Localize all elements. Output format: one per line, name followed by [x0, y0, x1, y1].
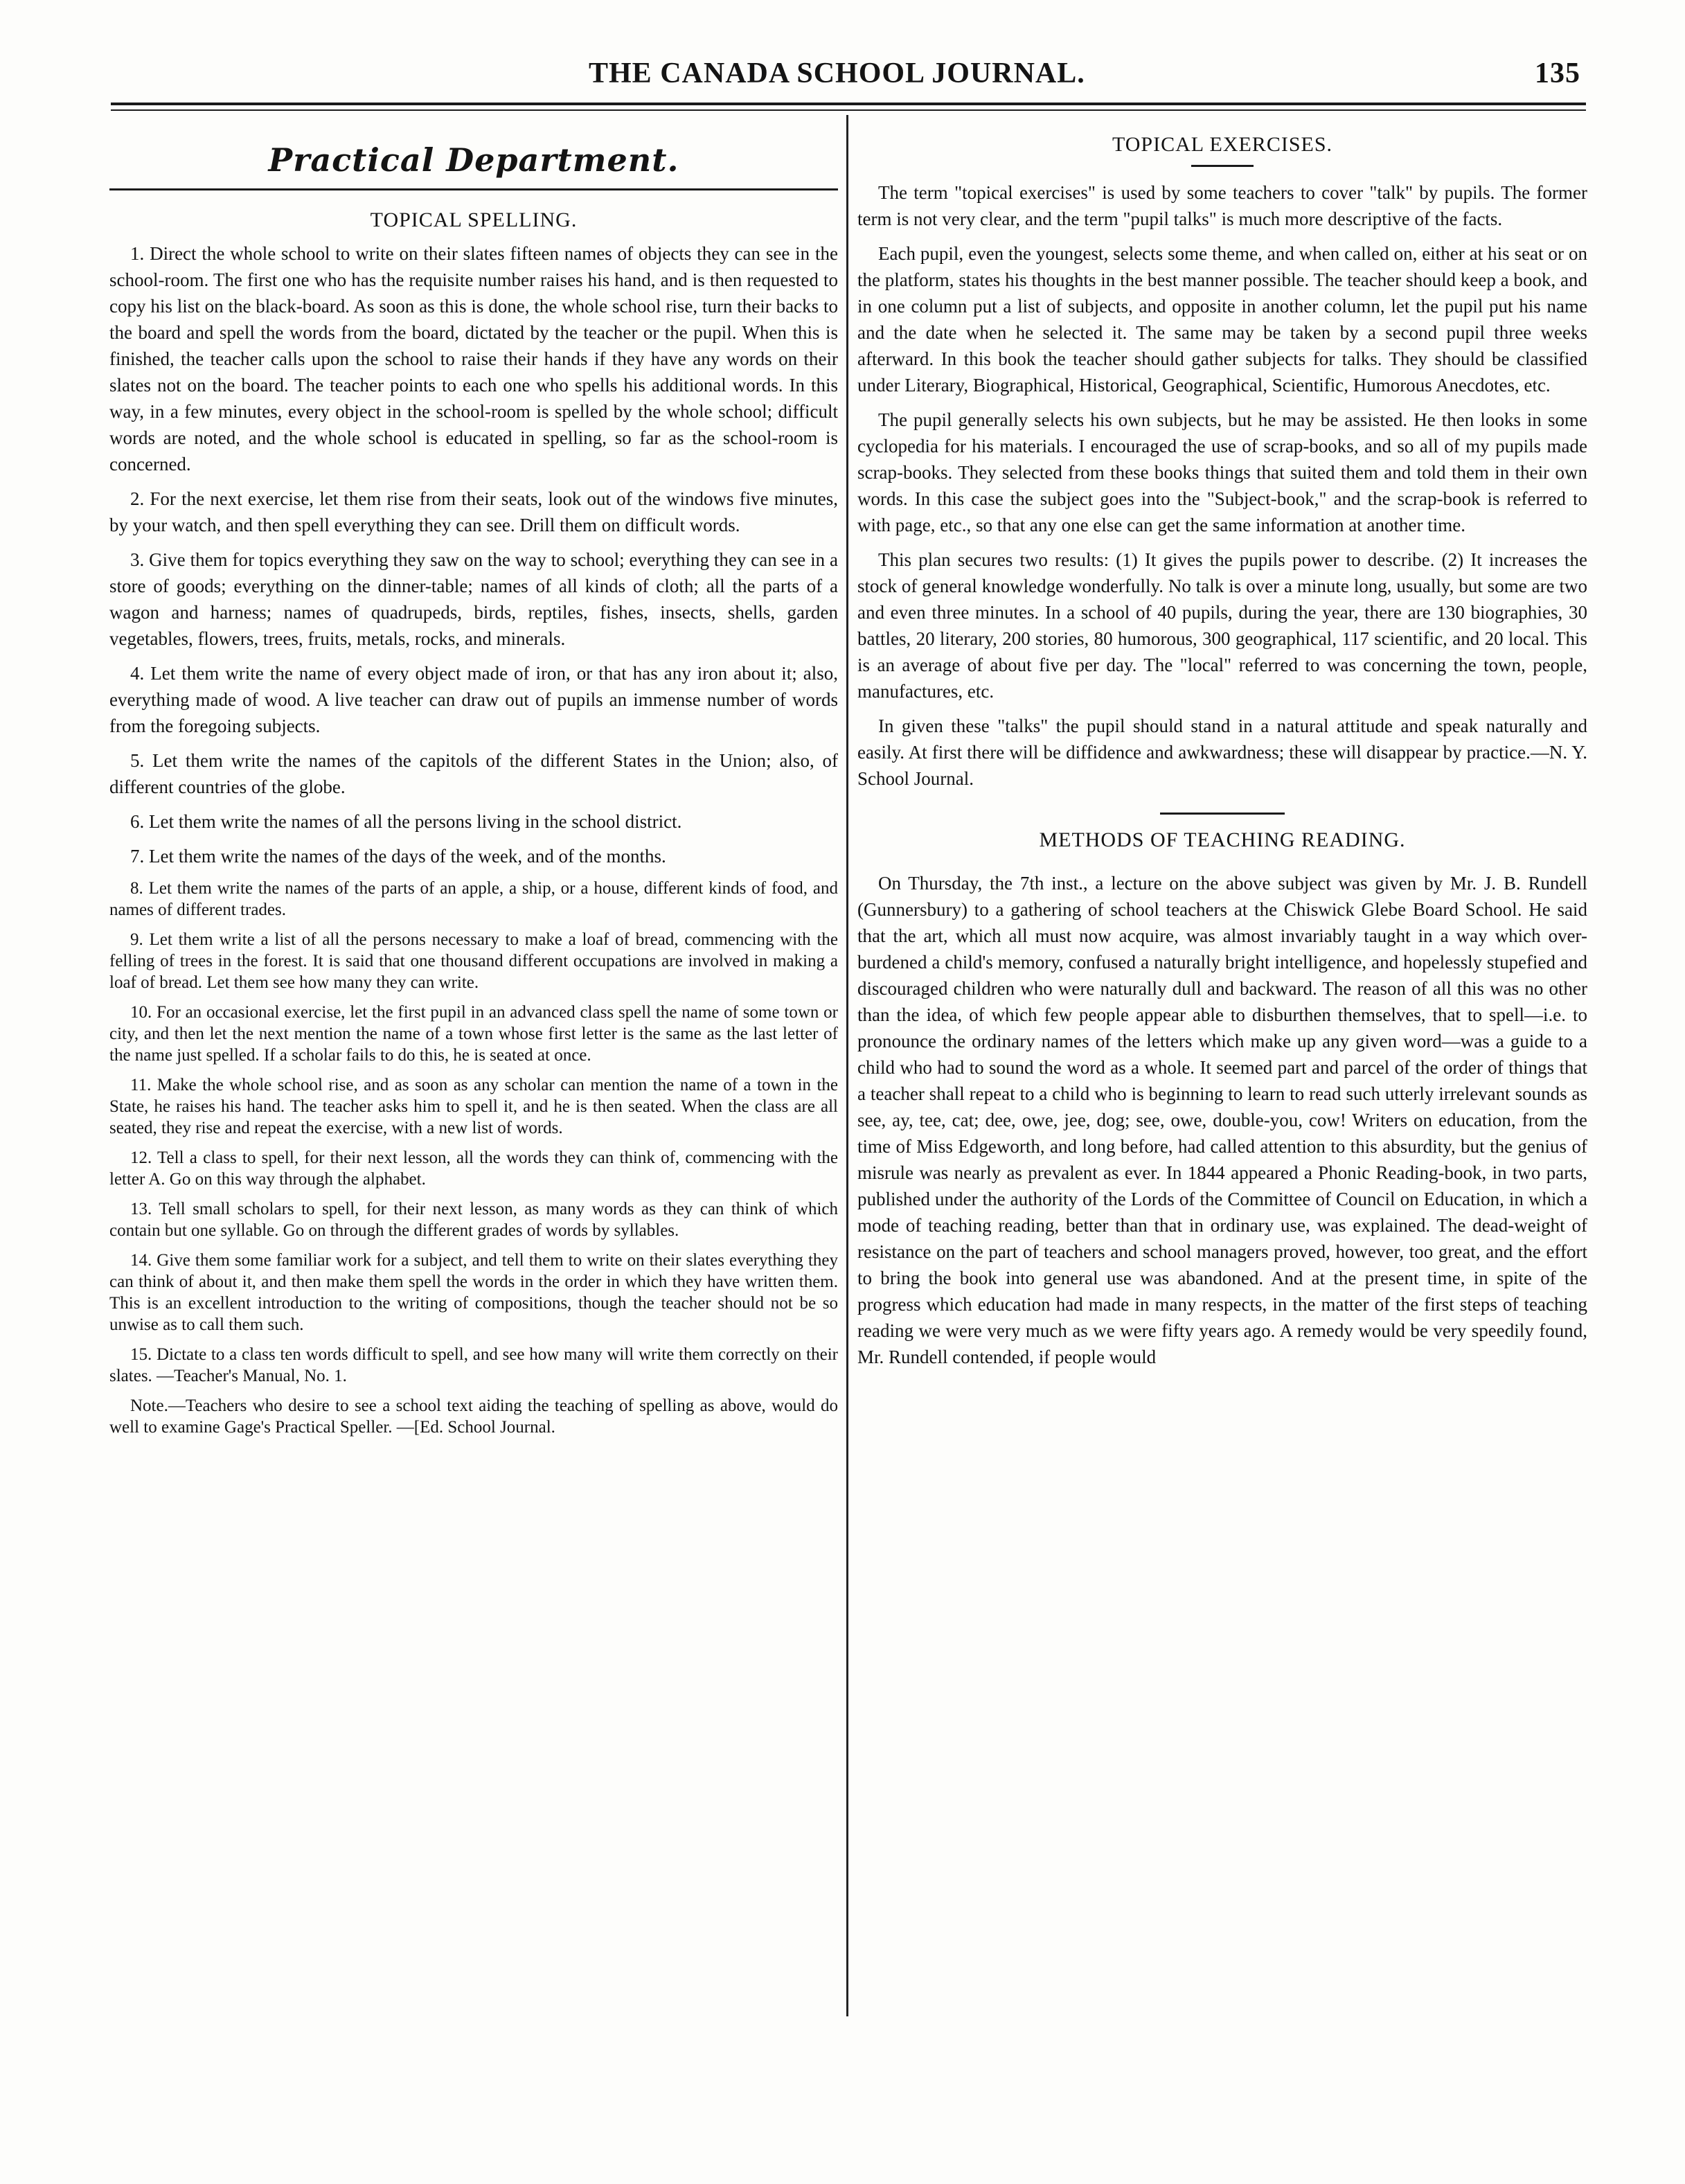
- article-paragraph: The term "topical exercises" is used by some teachers to cover "talk" by pupils. The former term is not very clear, and the term "pupil talks" is much more descriptive of the facts.: [857, 182, 1587, 229]
- spelling-item: 9. Let them write a list of all the persons necessary to make a loaf of bread, commencing with the felling of trees in the forest. It is said that one thousand different occupations are involved in making a loaf of bread. Let them see how many they can write.: [109, 930, 838, 992]
- spelling-item: 5. Let them write the names of the capitols of the different States in the Union; also, of different countries of the globe.: [109, 750, 838, 797]
- left-column: [109, 116, 838, 2018]
- running-head: [111, 40, 1586, 96]
- editor-note: Note.—Teachers who desire to see a school text aiding the teaching of spelling as above, would do well to examine Gage's Practical Speller. —[Ed. School Journal.: [109, 1396, 838, 1437]
- spelling-item: 13. Tell small scholars to spell, for their next lesson, as many words as they can think of which contain but one syllable. Go on through the different grades of words by syllables.: [109, 1200, 838, 1240]
- spelling-item: 6. Let them write the names of all the persons living in the school district.: [130, 811, 682, 832]
- department-heading: Practical Department.: [268, 141, 679, 179]
- page-number: 135: [1535, 57, 1580, 89]
- spelling-item: 11. Make the whole school rise, and as soon as any scholar can mention the name of a town in the State, he raises his hand. The teacher asks him to spell it, and he is then seated. When the class are all seated, they rise and repeat the exercise, with a new list of words.: [109, 1076, 838, 1137]
- section-title-methods-of-teaching-reading: METHODS OF TEACHING READING.: [1039, 828, 1406, 851]
- header-rule-thin: [111, 109, 1586, 111]
- journal-title: THE CANADA SCHOOL JOURNAL.: [589, 57, 1085, 89]
- spelling-item: 7. Let them write the names of the days of the week, and of the months.: [130, 846, 666, 867]
- spelling-item: 4. Let them write the name of every object made of iron, or that has any iron about it; also, everything made of wood. A live teacher can draw out of pupils an immense number of words from the foregoing subjects.: [109, 663, 838, 736]
- spelling-item: 2. For the next exercise, let them rise from their seats, look out of the windows five minutes, by your watch, and then spell everything they can see. Drill them on difficult words.: [109, 488, 838, 535]
- article-paragraph: In given these "talks" the pupil should stand in a natural attitude and speak naturally and easily. At first there will be diffidence and awkwardness; these will disappear by practice.—N. Y. School Journal.: [857, 716, 1587, 789]
- section-separator-rule: [1160, 813, 1285, 815]
- spelling-item: 15. Dictate to a class ten words difficult to spell, and see how many will write them correctly on their slates. —Teacher's Manual, No. 1.: [109, 1345, 838, 1385]
- spelling-item: 10. For an occasional exercise, let the first pupil in an advanced class spell the name of some town or city, and then let the next mention the name of a town whose first letter is the same as the last letter of the name just spelled. If a scholar fails to do this, he is seated at once.: [109, 1003, 838, 1065]
- spelling-item: 14. Give them some familiar work for a subject, and tell them to write on their slates everything they can think of about it, and then make them spell the words in the order in which they have written them. This is an excellent introduction to the writing of compositions, though the teacher should not be so unwise as to call them such.: [109, 1251, 838, 1334]
- spelling-item: 12. Tell a class to spell, for their next lesson, all the words they can think of, commencing with the letter A. Go on this way through the alphabet.: [109, 1148, 838, 1189]
- article-paragraph: Each pupil, even the youngest, selects some theme, and when called on, either at his seat or on the platform, states his thoughts in the best manner possible. The teacher should keep a book, and in one column put a list of subjects, and opposite in another column, let the pupil put his name and the date when he selected it. The same may be taken by a second pupil three weeks afterward. In this book the teacher should gather subjects for talks. They should be classified under Literary, Biographical, Historical, Geographical, Scientific, Humorous Anecdotes, etc.: [857, 243, 1587, 396]
- section-title-topical-exercises: TOPICAL EXERCISES.: [1112, 133, 1333, 156]
- column-divider: [846, 115, 848, 2016]
- section-title-topical-spelling: TOPICAL SPELLING.: [370, 208, 578, 231]
- section-rule: [1191, 165, 1254, 167]
- article-paragraph: The pupil generally selects his own subjects, but he may be assisted. He then looks in some cyclopedia for his materials. I encouraged the use of scrap-books, and so all of my pupils made scrap-books. They selected from these books things that suited them and told them in their own words. In this case the subject goes into the "Subject-book," and the scrap-book is referred to with page, etc., so that any one else can get the same information at another time.: [857, 409, 1587, 535]
- right-column: [857, 116, 1587, 2018]
- article-paragraph: On Thursday, the 7th inst., a lecture on the above subject was given by Mr. J. B. Rundell (Gunnersbury) to a gathering of school teachers at the Chiswick Glebe Board School. He said that the art, which all must now acquire, was almost invariably taught in a way which over-burdened a child's memory, confused a naturally bright intelligence, and hopelessly stupefied and discouraged children who were naturally dull and backward. The reason of all this was no other than the idea, of which few people appear able to disburthen themselves, that to spell—i.e. to pronounce the ordinary names of the letters which make up any given word—was a guide to a child who had to sound the word as a whole. It seemed part and parcel of the order of things that a teacher shall repeat to a child who is beginning to learn to read such utterly irrelevant sounds as see, ay, tee, cat; dee, owe, jee, dog; see, owe, double-you, cow! Writers on education, from the time of Miss Edgeworth, and long before, had called attention to this absurdity, but the genius of misrule was nearly as prevalent as ever. In 1844 appeared a Phonic Reading-book, in two parts, published under the authority of the Lords of the Committee of Council on Education, in which a mode of teaching reading, better than that in ordinary use, was explained. The dead-weight of resistance on the part of teachers and school managers proved, however, too great, and the effort to bring the book into general use was abandoned. And at the present time, in spite of the progress which education had made in many respects, in the matter of the first steps of teaching reading we were very much as we were fifty years ago. A remedy would be very speedily found, Mr. Rundell contended, if people would: [857, 873, 1587, 1367]
- spelling-item: 1. Direct the whole school to write on their slates fifteen names of objects they can see in the school-room. The first one who has the requisite number raises his hand, and is then requested to copy his list on the black-board. As soon as this is done, the whole school rise, turn their backs to the board and spell the words from the board, dictated by the teacher or the pupil. When this is finished, the teacher calls upon the school to raise their hands if they have any words on their slates not on the board. The teacher points to each one who spells his additional words. In this way, in a few minutes, every object in the school-room is spelled by the whole school; difficult words are noted, and the whole school is educated in spelling, so far as the school-room is concerned.: [109, 243, 838, 474]
- department-rule: [109, 188, 838, 190]
- header-rule: [111, 103, 1586, 105]
- article-paragraph: This plan secures two results: (1) It gives the pupils power to describe. (2) It increases the stock of general knowledge wonderfully. No talk is over a minute long, usually, but some are two and even three minutes. In a school of 40 pupils, during the year, there are 130 biographies, 30 battles, 20 literary, 200 stories, 80 humorous, 300 geographical, 117 scientific, and 20 local. This is an average of about five per day. The "local" referred to was concerning the town, people, manufactures, etc.: [857, 549, 1587, 702]
- spelling-item: 3. Give them for topics everything they saw on the way to school; everything they can see in a store of goods; everything on the dinner-table; names of all kinds of cloth; all the parts of a wagon and harness; names of quadrupeds, birds, reptiles, fishes, insects, shells, garden vegetables, flowers, trees, fruits, metals, rocks, and minerals.: [109, 549, 838, 649]
- spelling-item: 8. Let them write the names of the parts of an apple, a ship, or a house, different kinds of food, and names of different trades.: [109, 879, 838, 919]
